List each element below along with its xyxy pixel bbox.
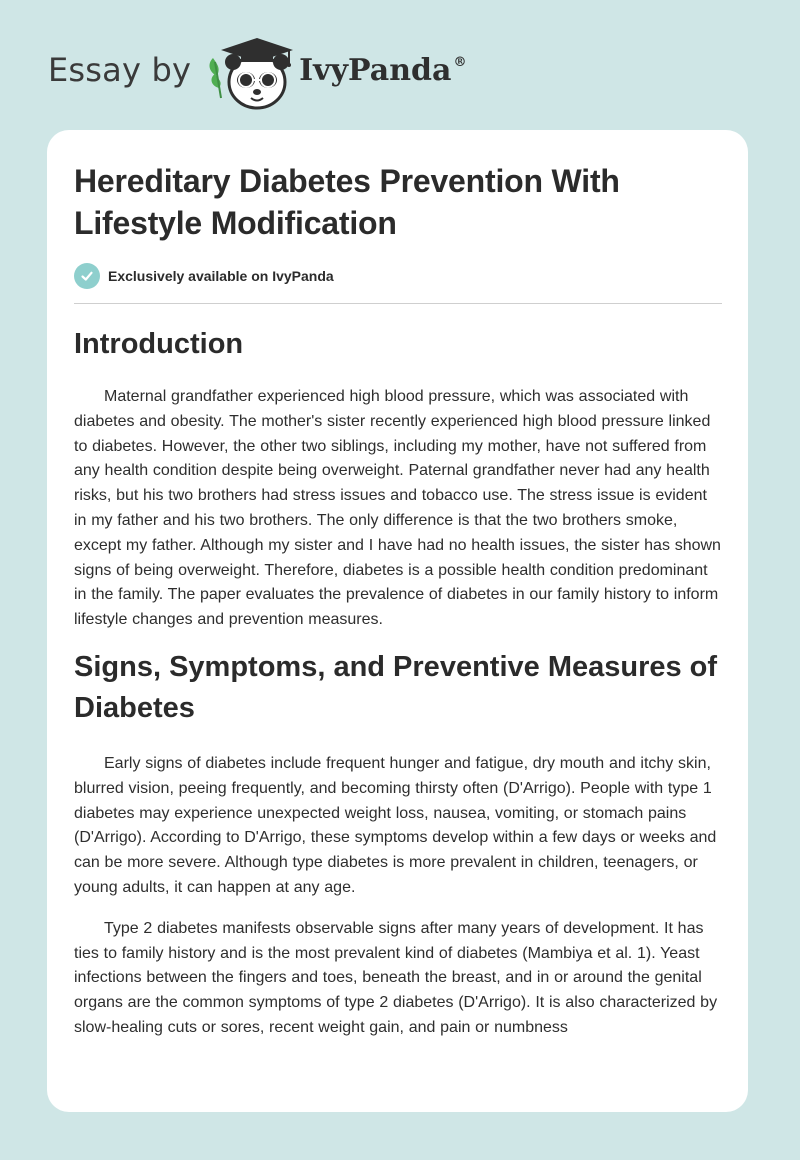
brand-name-text: IvyPanda [299,52,452,88]
paragraph-type-2-diabetes: Type 2 diabetes manifests observable signs after many years of development. It has ties to family history and is the most prevalent kind of diabetes (Mambiya et al. 1). Yeast infections between the fingers and toes, beneath the breast, and in or around the genital organs are the common symptoms of type 2 diabetes (D'Arrigo). It is also characterized by slow-healing cuts or sores, recent weight gain, and pain or numbness [74,919,718,1036]
title-divider [74,303,722,304]
paragraph-early-signs: Early signs of diabetes include frequent hunger and fatigue, dry mouth and itchy skin, blurred vision, peeing frequently, and becoming thirsty often (D'Arrigo). People with type 1 diabetes may experience unexpected weight loss, nausea, vomiting, or stomach pains (D'Arrigo). According to D'Arrigo, these symptoms develop within a few days or weeks and can be more severe. Although type diabetes is more prevalent in children, teenagers, or young adults, it can happen at any age. [74,754,717,896]
exclusive-badge-label: Exclusively available on IvyPanda [108,268,334,284]
brand-name [299,53,466,88]
site-header [48,28,466,112]
section-heading-signs-symptoms: Signs, Symptoms, and Preventive Measures of Diabetes [74,650,718,724]
paragraph-introduction: Maternal grandfather experienced high blood pressure, which was associated with diabetes and obesity. The mother's sister recently experienced high blood pressure linked to diabetes. However, the other two siblings, including my mother, have not suffered from any health condition despite being overweight. Paternal grandfather never had any health risks, but his two brothers had stress issues and tobacco use. The stress issue is evident in my father and his two brothers. The only difference is that the two brothers smoke, except my father. Although my sister and I have had no health issues, the sister has shown signs of being overweight. Therefore, diabetes is a possible health condition predominant in the family. The paper evaluates the prevalence of diabetes in our family history to inform lifestyle changes and prevention measures. [74,388,721,629]
essay-title: Hereditary Diabetes Prevention With Lifestyle Modification [74,163,620,241]
section-heading-introduction: Introduction [74,328,244,360]
essay-by-label: Essay by [48,51,192,89]
check-circle-icon [74,263,100,289]
ivypanda-logo-icon[interactable] [205,28,297,112]
trademark-symbol: ® [453,54,467,70]
essay-card [47,130,748,1112]
exclusive-badge [74,262,722,290]
